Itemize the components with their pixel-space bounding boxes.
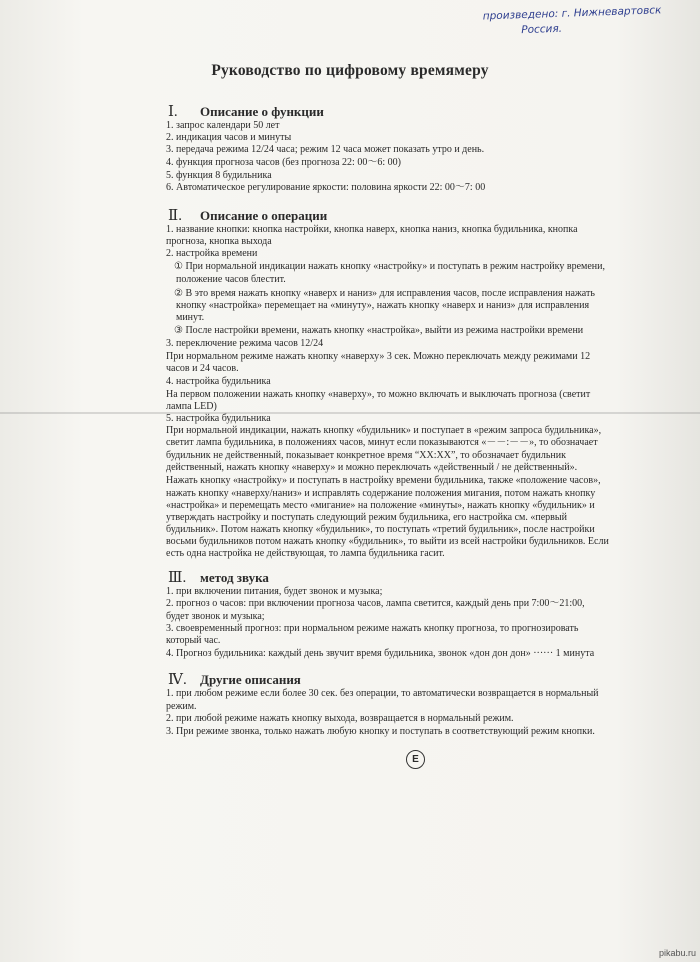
s3-line: 3. своевременный прогноз: при нормальном режиме нажать кнопку прогноза, то прогнозировать [166, 623, 579, 634]
s2-line: кнопку «настройка» перемещает на «минуту», нажать кнопку «наверх и наниз» для исправления [176, 300, 590, 311]
site-watermark: pikabu.ru [658, 948, 696, 958]
s2-line: На первом положении нажать кнопку «наверху», то можно включать и выключать прогноза (светит [166, 389, 591, 400]
s2-line: ③ После настройки времени, нажать кнопку «настройка», выйти из режима настройки времени [174, 325, 584, 336]
paper-fold [0, 412, 700, 414]
s2-line: действенный, нажать кнопку «наверху» и можно переключать «действенный / не действенный». [166, 462, 578, 473]
s3-line: 4. Прогноз будильника: каждый день звучит время будильника, звонок «дон дон дон» ······ 1 минута [166, 648, 595, 659]
handwritten-line-2: Россия. [521, 22, 563, 37]
s1-line: 6. Автоматическое регулирование яркости: половина яркости 22: 00〜7: 00 [166, 182, 486, 193]
section-1-number: Ⅰ. [168, 104, 178, 120]
s2-line: Нажать кнопку «настройку» и поступать в настройку времени будильника, также «положение часов», [166, 475, 601, 486]
s3-line: который час. [166, 635, 221, 646]
handwritten-note [483, 3, 684, 40]
s2-line: 1. название кнопки: кнопка настройки, кнопка наверх, кнопка наниз, кнопка будильника, кнопка [166, 224, 578, 235]
s4-line: 3. При режиме звонка, только нажать любую кнопку и поступать в соответствующий режим кнопки. [166, 726, 595, 737]
s4-line: 1. при любом режиме если более 30 сек. без операции, то автоматически возвращается в нормальный [166, 688, 599, 699]
s3-line: 2. прогноз о часов: при включении прогноза часов, лампа светится, каждый день при 7:00〜21:00, [166, 598, 585, 609]
s2-line: 5. настройка будильника [166, 413, 271, 424]
s2-line: прогноза, кнопка выхода [166, 236, 272, 247]
s2-line: нажать кнопку «наверху/наниз» и исправлять содержание положения мигания, потом нажать кнопку [166, 488, 596, 499]
section-3-number: Ⅲ. [168, 570, 187, 586]
s4-line: 2. при любой режиме нажать кнопку выхода, возвращается в нормальный режим. [166, 713, 514, 724]
s2-line: светит лампа будильника, в положениях часов, минут если показываются «－－:－－», то обозначает [166, 437, 598, 448]
s2-line: ② В это время нажать кнопку «наверх и наниз» для исправления часов, после исправления нажать [174, 288, 595, 299]
s2-line: ① При нормальной индикации нажать кнопку «настройку» и поступать в режим настройку времени, [174, 261, 606, 272]
section-4-number: Ⅳ. [168, 672, 187, 688]
section-1-heading [168, 102, 324, 121]
s1-line: 4. функция прогноза часов (без прогноза 22: 00〜6: 00) [166, 157, 401, 168]
s2-line: будильник не действенный, показывает конкретное время “XX:XX”, то обозначает будильник [166, 450, 566, 461]
s1-line: 3. передача режима 12/24 часа; режим 12 часа может показать утро и день. [166, 144, 485, 155]
s4-line: режим. [166, 701, 197, 712]
s2-line: лампа LED) [166, 401, 217, 412]
section-2-heading [168, 206, 327, 225]
section-1-title: Описание о функции [200, 104, 324, 119]
section-3-title: метод звука [200, 570, 269, 585]
s2-line: При нормальном режиме нажать кнопку «наверху» 3 сек. Можно переключать между режимами 12 [166, 351, 591, 362]
s2-line: минут. [176, 312, 205, 323]
s3-line: будет звонок и музыка; [166, 611, 265, 622]
handwritten-line-1: произведено: г. Нижневартовск [482, 4, 662, 23]
section-2-title: Описание о операции [200, 208, 328, 223]
s2-line: «настройка» и перемещать место «мигание» на положение «минуты», нажать кнопку «будильник» и [166, 500, 595, 511]
section-3-heading [168, 568, 269, 587]
s1-line: 5. функция 8 будильника [166, 170, 272, 181]
document-title: Руководство по цифровому времямеру [211, 62, 489, 79]
section-4-title: Другие описания [200, 672, 301, 687]
section-4-heading [168, 670, 301, 689]
s3-line: 1. при включении питания, будет звонок и музыка; [166, 586, 383, 597]
s1-line: 2. индикация часов и минуты [166, 132, 292, 143]
s2-line: утверждать настройку и поступать следующий режим будильника, его настройка см. «первый [166, 512, 567, 523]
s2-line: восьми будильников потом нажать кнопку «будильник», то выйти из всей настройки будильников. Если [166, 536, 609, 547]
s2-line: положение часов блестит. [176, 274, 286, 285]
e-mark-badge: E [406, 750, 425, 769]
section-2-number: Ⅱ. [168, 208, 182, 224]
s2-line: часов и 24 часов. [166, 363, 239, 374]
s2-line: При нормальной индикации, нажать кнопку «будильник» и поступает в «режим запроса будильника», [166, 425, 602, 436]
s1-line: 1. запрос календари 50 лет [166, 120, 280, 131]
s2-line: 2. настройка времени [166, 248, 258, 259]
s2-line: 3. переключение режима часов 12/24 [166, 338, 324, 349]
s2-line: есть одна настройка не действующая, то лампа будильника гасит. [166, 548, 445, 559]
s2-line: 4. настройка будильника [166, 376, 271, 387]
s2-line: будильник». Потом нажать кнопку «будильник», то поступать «третий будильник», после настройки [166, 524, 595, 535]
